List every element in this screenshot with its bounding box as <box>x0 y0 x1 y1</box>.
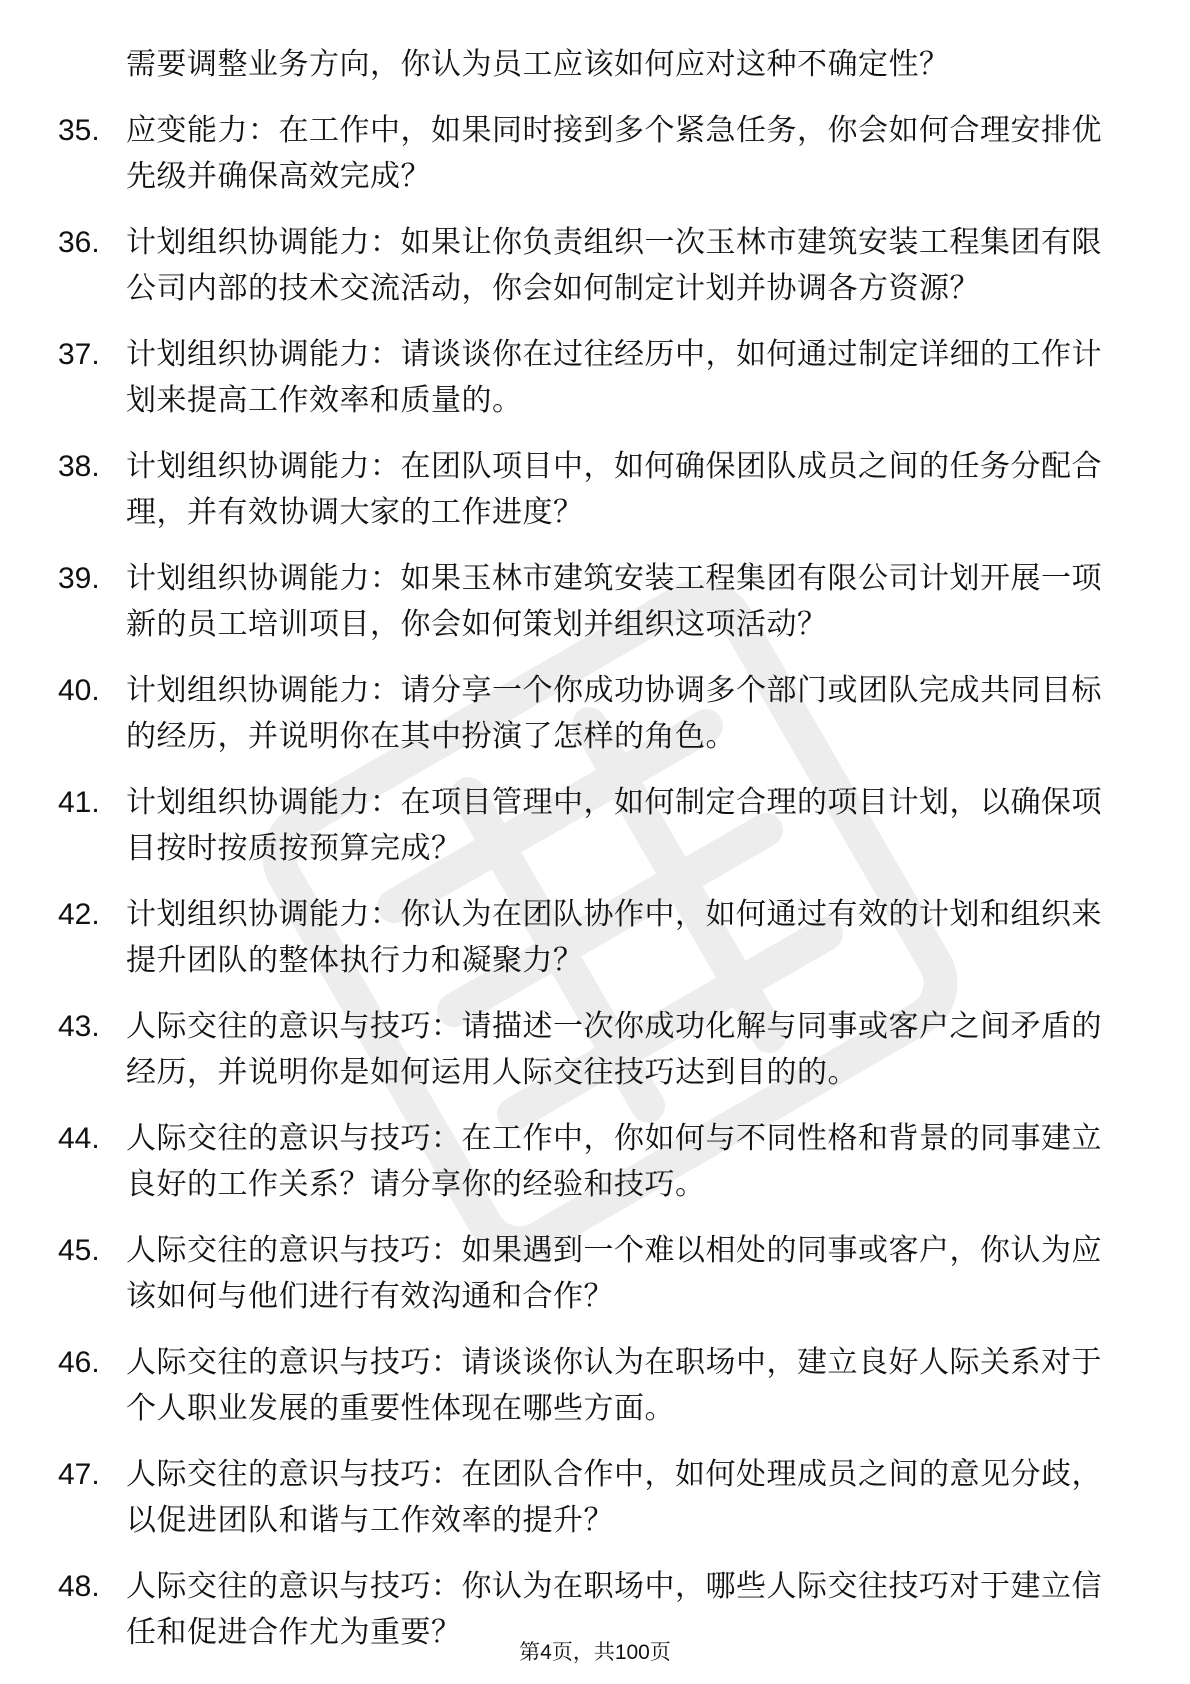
page-footer: 第4页，共100页 <box>519 1641 671 1664</box>
list-item <box>58 1452 1118 1544</box>
question-list <box>58 42 1118 1676</box>
item-text: 计划组织协调能力：请分享一个你成功协调多个部门或团队完成共同目标的经历，并说明你在其中扮演了怎样的角色。 <box>126 673 1102 754</box>
item-text: 人际交往的意识与技巧：在团队合作中，如何处理成员之间的意见分歧，以促进团队和谐与工作效率的提升？ <box>126 1457 1102 1538</box>
item-number: 48. <box>58 1570 100 1603</box>
item-number: 47. <box>58 1458 100 1491</box>
item-number: 38. <box>58 450 100 483</box>
item-text: 人际交往的意识与技巧：在工作中，你如何与不同性格和背景的同事建立良好的工作关系？请分享你的经验和技巧。 <box>126 1121 1102 1202</box>
continuation-text: 需要调整业务方向，你认为员工应该如何应对这种不确定性？ <box>126 47 950 82</box>
item-number: 41. <box>58 786 100 819</box>
list-item <box>58 780 1118 872</box>
item-number: 35. <box>58 114 100 147</box>
item-text: 计划组织协调能力：如果玉林市建筑安装工程集团有限公司计划开展一项新的员工培训项目，你会如何策划并组织这项活动？ <box>126 561 1102 642</box>
list-item <box>58 668 1118 760</box>
item-text: 人际交往的意识与技巧：你认为在职场中，哪些人际交往技巧对于建立信任和促进合作尤为重要？ <box>126 1569 1102 1650</box>
item-text: 应变能力：在工作中，如果同时接到多个紧急任务，你会如何合理安排优先级并确保高效完成？ <box>126 113 1102 194</box>
item-text: 计划组织协调能力：你认为在团队协作中，如何通过有效的计划和组织来提升团队的整体执行力和凝聚力？ <box>126 897 1102 978</box>
item-number: 36. <box>58 226 100 259</box>
list-item <box>58 1004 1118 1096</box>
list-item <box>58 332 1118 424</box>
list-item <box>58 1340 1118 1432</box>
item-number: 45. <box>58 1234 100 1267</box>
list-item <box>58 220 1118 312</box>
item-number: 46. <box>58 1346 100 1379</box>
item-number: 42. <box>58 898 100 931</box>
list-item <box>58 1116 1118 1208</box>
item-number: 40. <box>58 674 100 707</box>
list-item <box>58 1228 1118 1320</box>
item-number: 39. <box>58 562 100 595</box>
item-text: 计划组织协调能力：在团队项目中，如何确保团队成员之间的任务分配合理，并有效协调大家的工作进度？ <box>126 449 1102 530</box>
list-item <box>58 444 1118 536</box>
item-text: 计划组织协调能力：在项目管理中，如何制定合理的项目计划，以确保项目按时按质按预算完成？ <box>126 785 1102 866</box>
item-number: 44. <box>58 1122 100 1155</box>
list-item <box>58 892 1118 984</box>
item-text: 人际交往的意识与技巧：请谈谈你认为在职场中，建立良好人际关系对于个人职业发展的重要性体现在哪些方面。 <box>126 1345 1102 1426</box>
item-text: 人际交往的意识与技巧：请描述一次你成功化解与同事或客户之间矛盾的经历，并说明你是如何运用人际交往技巧达到目的的。 <box>126 1009 1102 1090</box>
item-text: 计划组织协调能力：如果让你负责组织一次玉林市建筑安装工程集团有限公司内部的技术交流活动，你会如何制定计划并协调各方资源？ <box>126 225 1102 306</box>
item-number: 37. <box>58 338 100 371</box>
list-item <box>58 556 1118 648</box>
item-text: 计划组织协调能力：请谈谈你在过往经历中，如何通过制定详细的工作计划来提高工作效率和质量的。 <box>126 337 1102 418</box>
item-text: 人际交往的意识与技巧：如果遇到一个难以相处的同事或客户，你认为应该如何与他们进行有效沟通和合作？ <box>126 1233 1102 1314</box>
list-item <box>58 108 1118 200</box>
item-number: 43. <box>58 1010 100 1043</box>
